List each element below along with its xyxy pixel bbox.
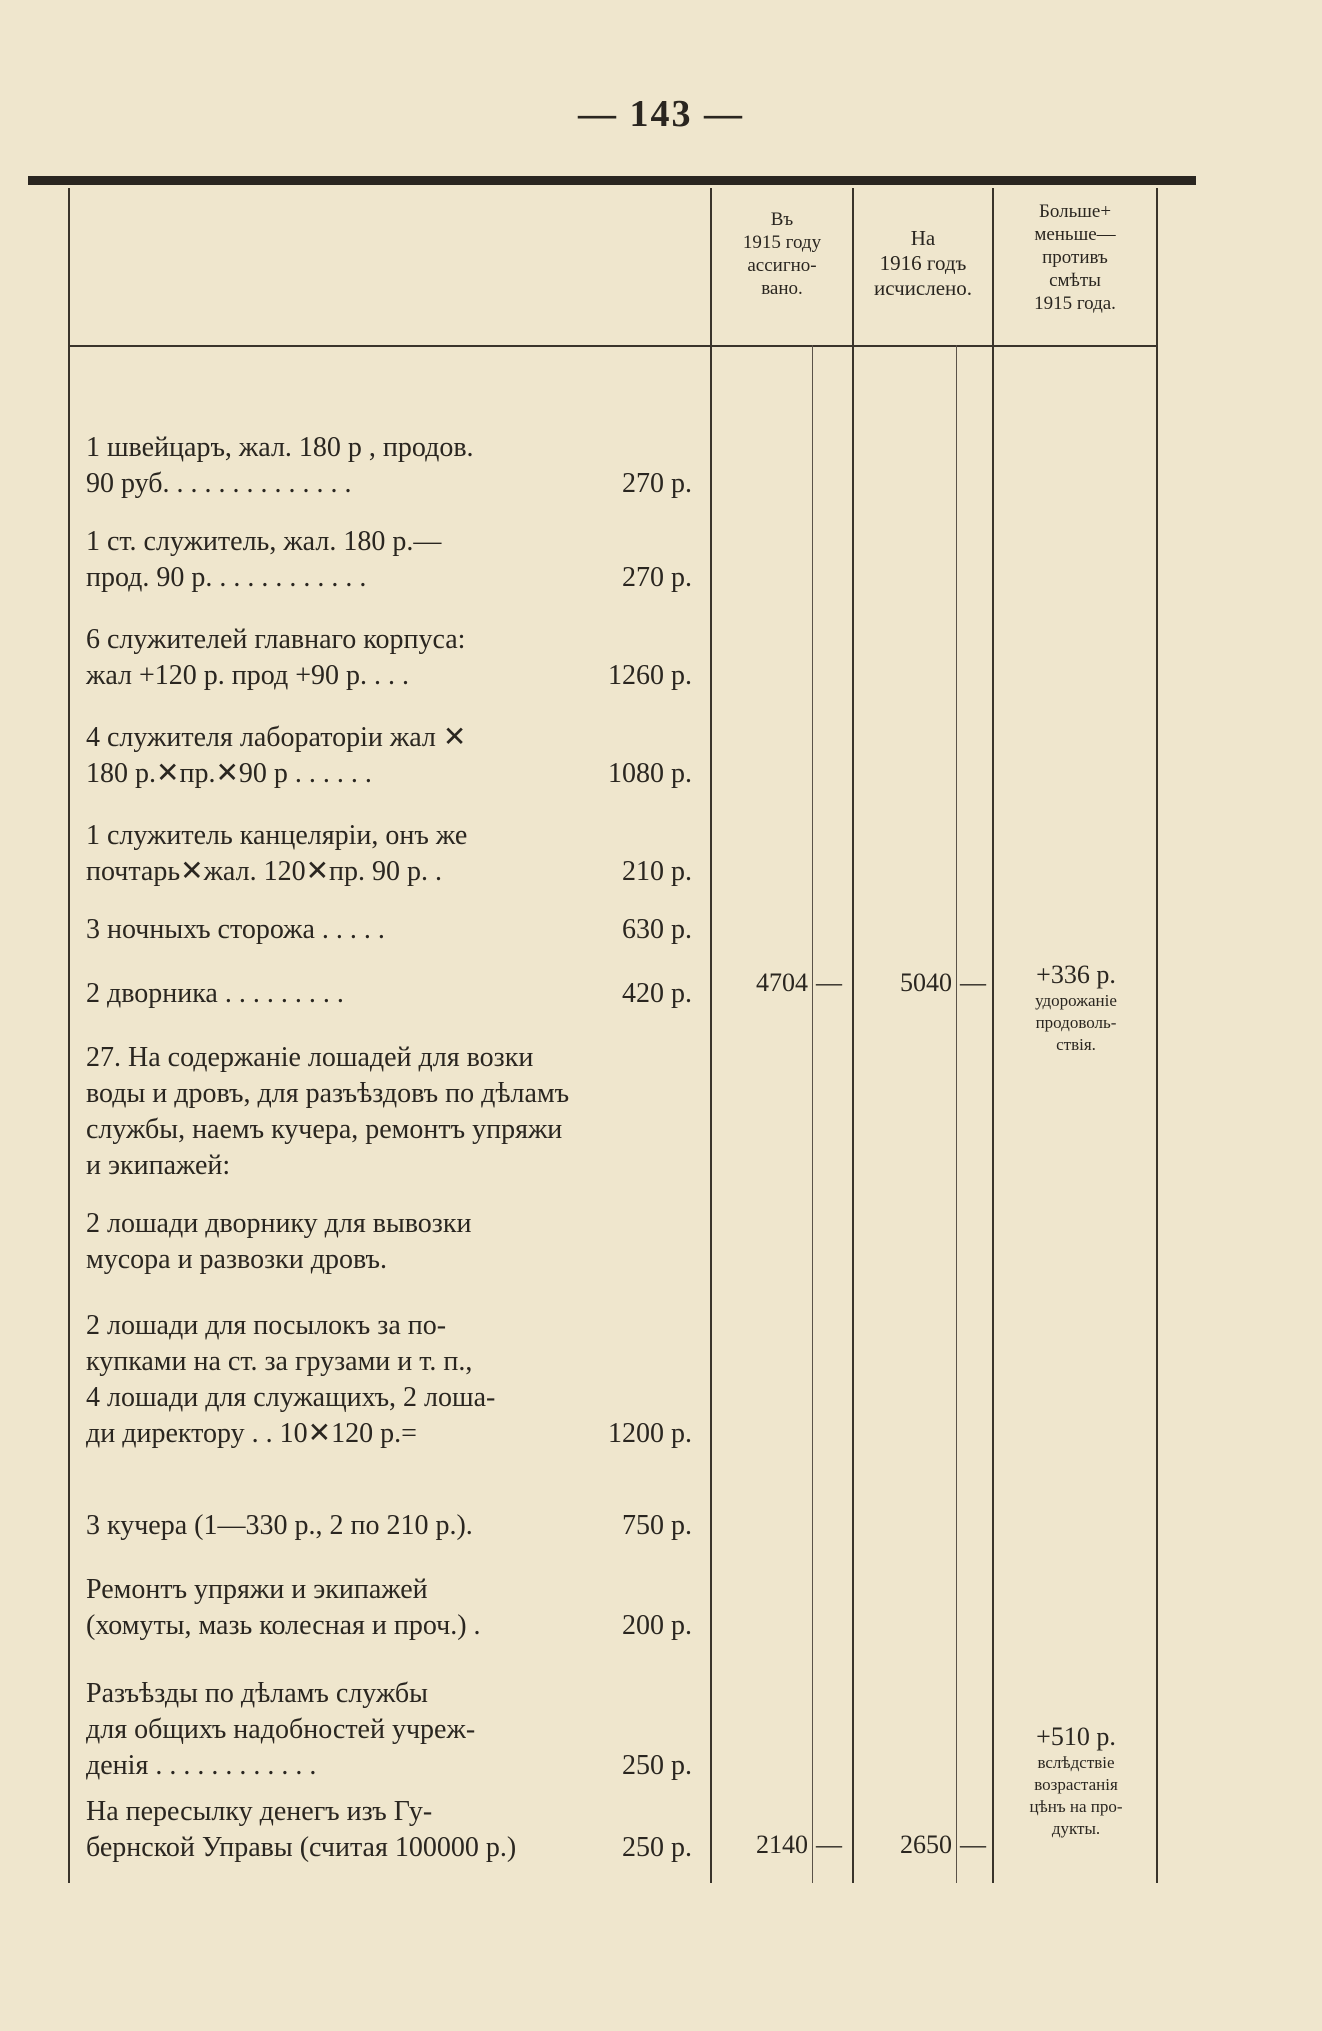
entry-office-servant: 1 служитель канцеляріи, онъ же почтарь✕жал. 120✕пр. 90 р. . 210 р.: [86, 820, 692, 887]
total-1916-horses: 2650: [900, 1830, 952, 1859]
header-difference: Больше+ меньше— противъ смѣты 1915 года.: [1034, 201, 1116, 314]
kopeck-dash: —: [816, 968, 842, 997]
total-1916-staff: 5040: [900, 968, 952, 997]
entry-horses-yardman: 2 лошади дворнику для вывозки мусора и развозки дровъ.: [86, 1208, 472, 1275]
kopeck-divider: [956, 345, 957, 1883]
header-1915: Въ 1915 году ассигно- вано.: [742, 209, 822, 299]
column-divider: [852, 188, 854, 1883]
entry-doorman: 1 швейцаръ, жал. 180 р , продов. 90 руб. . . . . . . . . . . . . . 270 р.: [86, 432, 692, 499]
entry-horses-errands: 2 лошади для посылокъ за по- купками на ст. за грузами и т. п., 4 лошади для служащихъ, 2 лоша- ди директору . . 10✕120 р.= 1200 р.: [86, 1310, 692, 1449]
entry-main-building-servants: 6 служителей главнаго корпуса: жал +120 р. прод +90 р. . . . 1260 р.: [86, 624, 692, 691]
bleed-through-text: [110, 200, 610, 224]
total-1915-staff: 4704: [756, 968, 808, 997]
entry-money-transfer: На пересылку денегъ изъ Гу- бернской Управы (считая 100000 р.) 250 р.: [86, 1796, 692, 1863]
section-27-heading: 27. На содержаніе лошадей для возки воды и дровъ, для разъѣздовъ по дѣламъ службы, наемъ кучера, ремонтъ упряжи и экипажей:: [86, 1042, 570, 1181]
kopeck-dash: —: [960, 1830, 986, 1859]
entry-repair: Ремонтъ упряжи и экипажей (хомуты, мазь колесная и проч.) . 200 р.: [86, 1574, 692, 1641]
kopeck-dash: —: [816, 1830, 842, 1859]
entry-travel: Разъѣзды по дѣламъ службы для общихъ надобностей учреж- денія . . . . . . . . . . . . 250 р.: [86, 1678, 692, 1781]
column-divider: [992, 188, 994, 1883]
entry-laboratory-servants: 4 служителя лабораторіи жал ✕ 180 р.✕пр.✕90 р . . . . . . 1080 р.: [86, 722, 692, 789]
kopeck-dash: —: [960, 968, 986, 997]
header-1916: На 1916 годъ исчислено.: [873, 226, 973, 300]
entry-night-watchmen: 3 ночныхъ сторожа . . . . . 630 р.: [86, 914, 692, 945]
total-1915-horses: 2140: [756, 1830, 808, 1859]
difference-note-staff: +336 р. удорожаніе продоволь- ствія.: [1035, 960, 1117, 1054]
difference-note-horses: +510 р. вслѣдствіе возрастанія цѣнъ на про- дукты.: [1029, 1722, 1123, 1838]
kopeck-divider: [812, 345, 813, 1883]
entry-yardmen: 2 дворника . . . . . . . . . 420 р.: [86, 978, 692, 1009]
top-rule: [28, 176, 1196, 185]
entry-coachmen: 3 кучера (1—330 р., 2 по 210 р.). 750 р.: [86, 1510, 692, 1541]
page-number: — 143 —: [578, 93, 744, 135]
entry-servant: 1 ст. служитель, жал. 180 р.— прод. 90 р. . . . . . . . . . . . 270 р.: [86, 526, 692, 593]
column-divider: [710, 188, 712, 1883]
